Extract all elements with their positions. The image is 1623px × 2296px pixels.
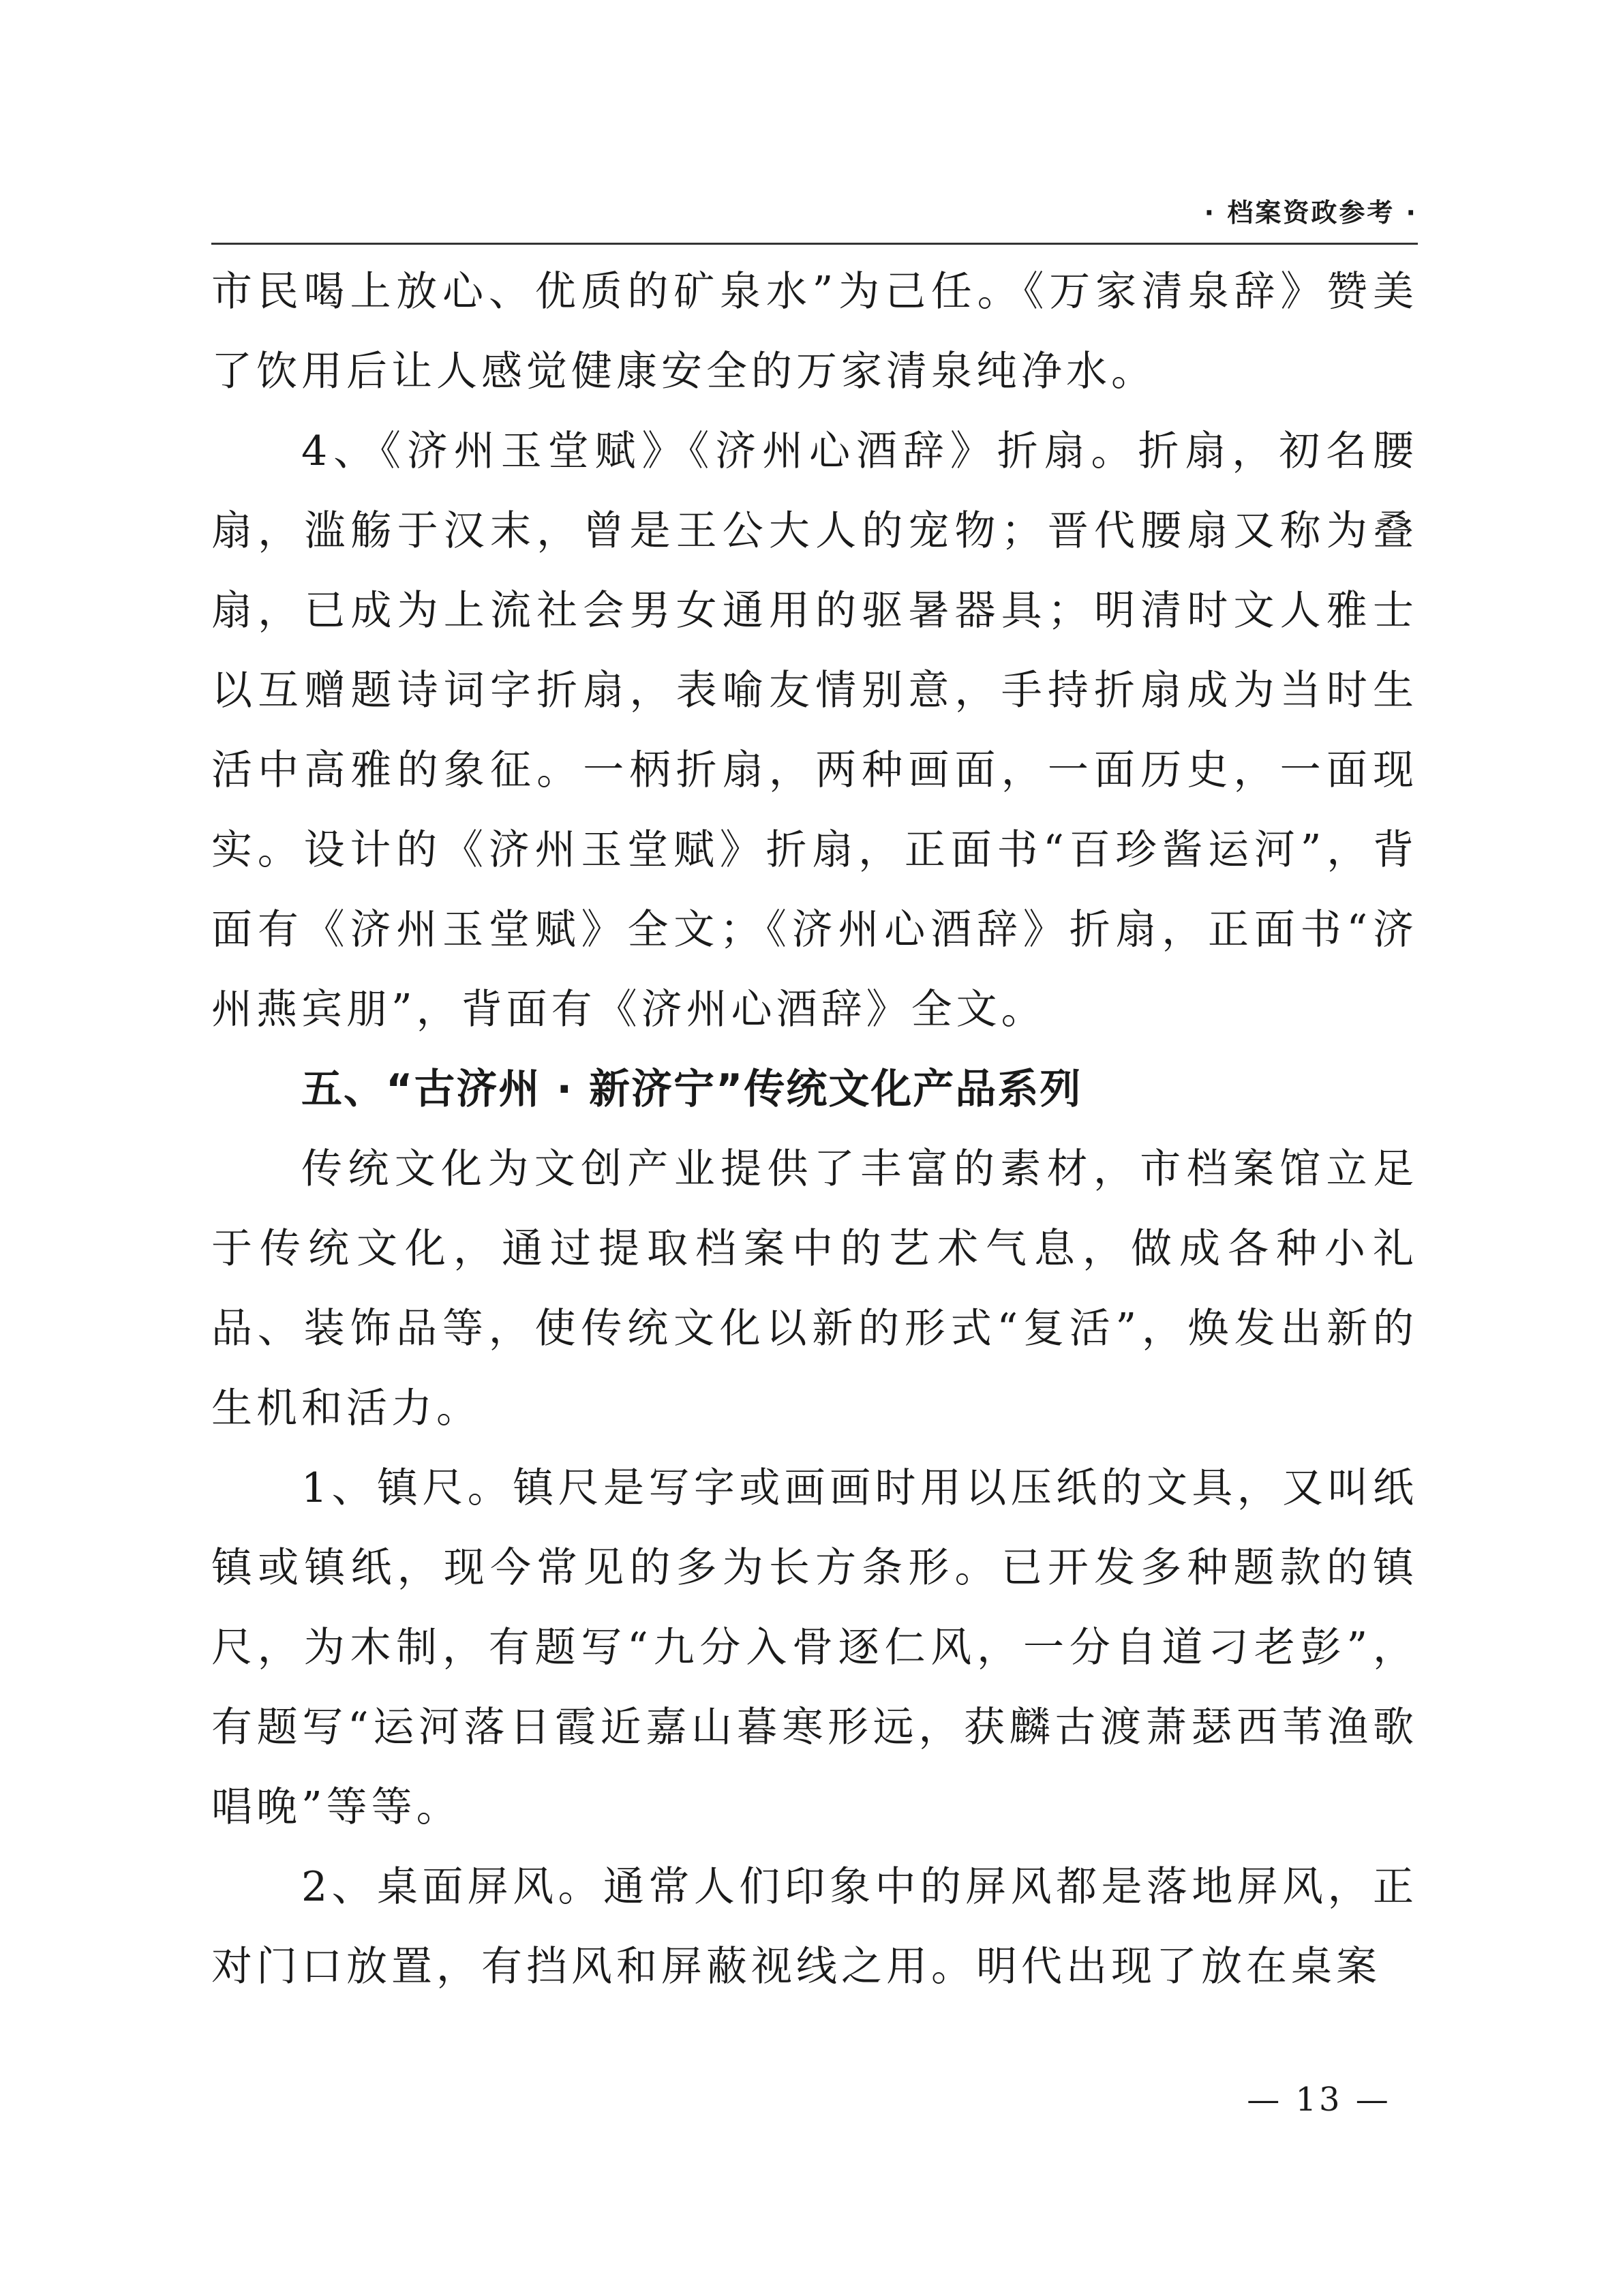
header-title: · 档案资政参考 · bbox=[1204, 198, 1418, 228]
page-number: — 13 — bbox=[1247, 2081, 1391, 2119]
paragraph-traditional-culture: 传统文化为文创产业提供了丰富的素材，市档案馆立足于传统文化，通过提取档案中的艺术气息，做成各种小礼品、装饰品等，使传统文化以新的形式“复活”，焕发出新的生机和活力。 bbox=[211, 1145, 1418, 1432]
paragraph-paperweight: 1、镇尺。镇尺是写字或画画时用以压纸的文具，又叫纸镇或镇纸，现今常见的多为长方条形。已开发多种题款的镇尺，为木制，有题写“九分入骨逐仁风，一分自道刁老彭”，有题写“运河落日霞近嘉山暮寒形远，获麟古渡萧瑟西苇渔歌唱晚”等等。 bbox=[211, 1464, 1418, 1831]
running-header bbox=[211, 192, 1418, 233]
section-heading: 五、“古济州 · 新济宁”传统文化产品系列 bbox=[301, 1066, 1082, 1113]
paragraph-continuation: 市民喝上放心、优质的矿泉水”为己任。《万家清泉辞》赞美了饮用后让人感觉健康安全的万家清泉纯净水。 bbox=[211, 268, 1418, 395]
header-rule bbox=[211, 243, 1418, 245]
paragraph-desk-screen: 2、桌面屏风。通常人们印象中的屏风都是落地屏风，正对门口放置，有挡风和屏蔽视线之用。明代出现了放在桌案 bbox=[211, 1863, 1418, 1991]
paragraph-folding-fan: 4、《济州玉堂赋》《济州心酒辞》折扇。折扇，初名腰扇，滥觞于汉末，曾是王公大人的宠物；晋代腰扇又称为叠扇，已成为上流社会男女通用的驱暑器具；明清时文人雅士以互赠题诗词字折扇，表喻友情别意，手持折扇成为当时生活中高雅的象征。一柄折扇，两种画面，一面历史，一面现实。设计的《济州玉堂赋》折扇，正面书“百珍酱运河”，背面有《济州玉堂赋》全文；《济州心酒辞》折扇，正面书“济州燕宾朋”，背面有《济州心酒辞》全文。 bbox=[211, 427, 1418, 1033]
body-text bbox=[211, 252, 1418, 2007]
